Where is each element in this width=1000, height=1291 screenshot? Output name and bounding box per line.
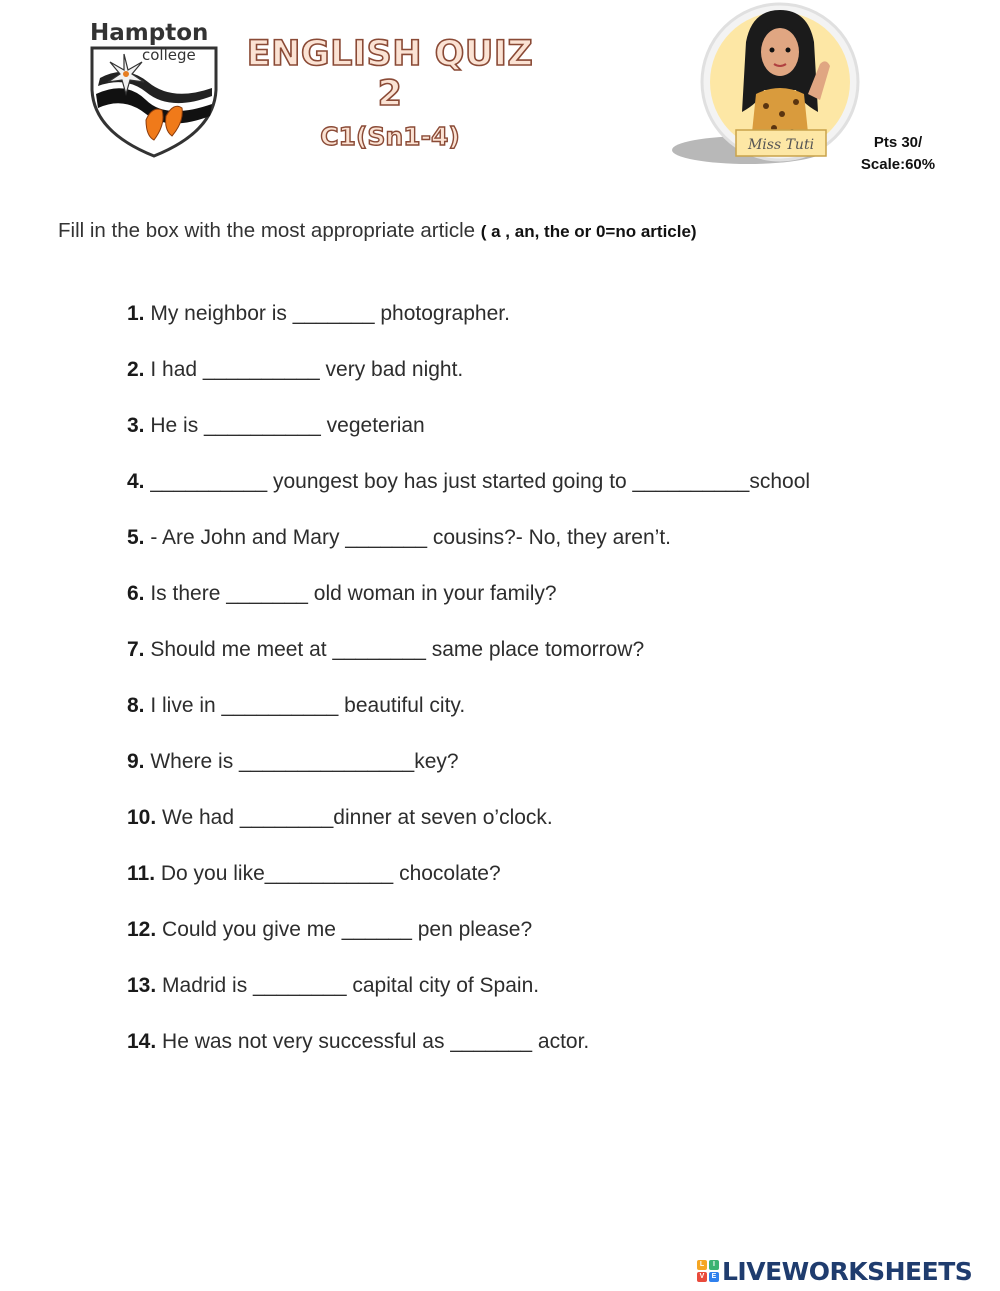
question-item — [127, 860, 927, 916]
question-text: Where is _______________key? — [144, 750, 459, 773]
brand-mark-letter: L — [697, 1260, 707, 1270]
question-text: We had ________dinner at seven o’clock. — [156, 806, 553, 829]
instruction-options: ( a , an, the or 0=no article) — [480, 222, 697, 241]
liveworksheets-logo-icon — [697, 1260, 719, 1282]
question-list — [127, 300, 927, 1084]
quiz-heading — [230, 34, 550, 151]
question-number: 3. — [127, 414, 145, 437]
question-item — [127, 580, 927, 636]
question-item — [127, 972, 927, 1028]
quiz-subtitle: C1(Sn1-4) — [320, 122, 460, 151]
scale-label: Scale:60% — [860, 156, 936, 173]
question-text: I had __________ very bad night. — [144, 358, 464, 381]
logo-title: Hampton — [90, 20, 209, 46]
brand-mark-letter: I — [709, 1260, 719, 1270]
question-text: __________ youngest boy has just started going to __________school — [144, 470, 811, 493]
question-text: He was not very successful as _______ actor. — [156, 1030, 590, 1053]
question-text: Madrid is ________ capital city of Spain. — [156, 974, 540, 997]
question-text: My neighbor is _______ photographer. — [144, 302, 510, 325]
logo-subtitle: college — [142, 46, 196, 64]
question-number: 9. — [127, 750, 145, 773]
question-item — [127, 1028, 927, 1084]
question-item — [127, 412, 927, 468]
question-number: 12. — [127, 918, 157, 941]
question-number: 5. — [127, 526, 145, 549]
question-item — [127, 692, 927, 748]
question-item — [127, 356, 927, 412]
question-text: Should me meet at ________ same place tomorrow? — [144, 638, 645, 661]
question-number: 13. — [127, 974, 157, 997]
question-number: 14. — [127, 1030, 157, 1053]
question-text: Is there _______ old woman in your family? — [144, 582, 557, 605]
points-label: Pts 30/ — [873, 134, 923, 151]
question-number: 1. — [127, 302, 145, 325]
question-item — [127, 916, 927, 972]
brand-mark-letter: E — [709, 1272, 719, 1282]
liveworksheets-brand — [697, 1255, 972, 1287]
question-item — [127, 468, 927, 524]
school-logo — [86, 20, 222, 160]
question-text: He is __________ vegeterian — [144, 414, 425, 437]
question-text: Could you give me ______ pen please? — [156, 918, 533, 941]
question-number: 7. — [127, 638, 145, 661]
question-item — [127, 804, 927, 860]
brand-mark-letter: V — [697, 1272, 707, 1282]
question-item — [127, 748, 927, 804]
score-info — [850, 132, 946, 176]
question-number: 2. — [127, 358, 145, 381]
question-number: 10. — [127, 806, 157, 829]
question-item — [127, 636, 927, 692]
instruction-text: Fill in the box with the most appropriate article — [58, 219, 481, 242]
brand-name: LIVEWORKSHEETS — [722, 1256, 973, 1286]
question-text: I live in __________ beautiful city. — [144, 694, 466, 717]
question-text: Do you like___________ chocolate? — [155, 862, 501, 885]
question-number: 4. — [127, 470, 145, 493]
question-text: - Are John and Mary _______ cousins?- No, they aren’t. — [144, 526, 671, 549]
question-item — [127, 300, 927, 356]
question-number: 8. — [127, 694, 145, 717]
avatar-name-label: Miss Tuti — [747, 137, 815, 153]
quiz-title: ENGLISH QUIZ 2 — [246, 34, 534, 114]
question-item — [127, 524, 927, 580]
question-number: 6. — [127, 582, 145, 605]
instruction — [58, 219, 697, 243]
teacher-avatar — [670, 2, 870, 174]
question-number: 11. — [127, 862, 156, 885]
